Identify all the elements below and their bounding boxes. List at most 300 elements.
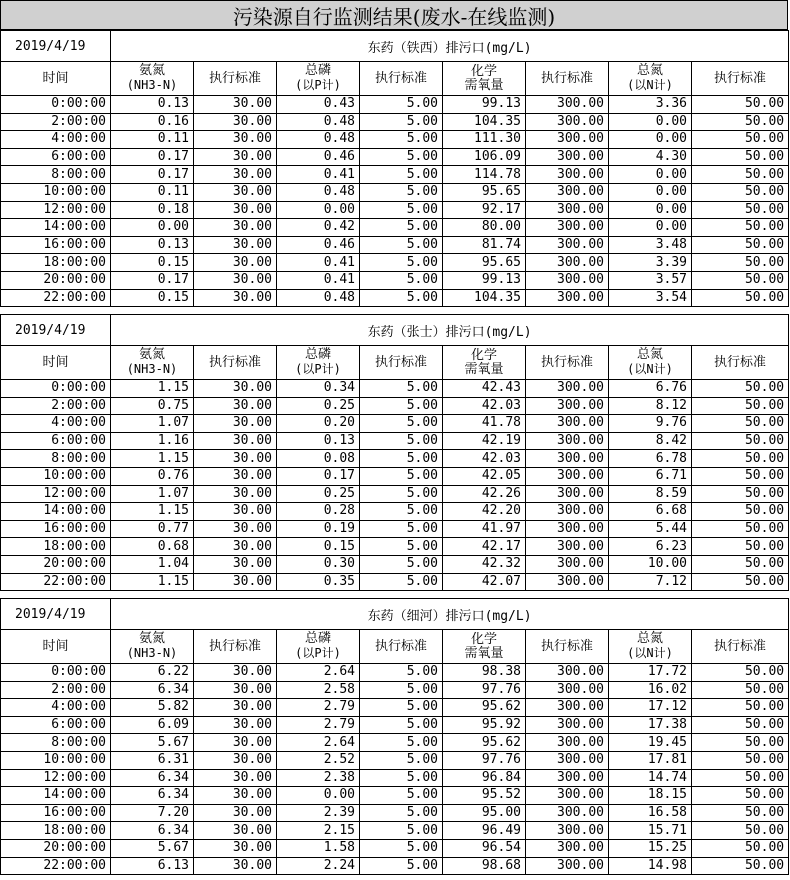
cod-standard: 300.00 — [526, 148, 609, 166]
nitrogen-standard: 50.00 — [692, 450, 789, 468]
phosphorus-standard: 5.00 — [360, 113, 443, 131]
nitrogen-value: 17.81 — [609, 751, 692, 769]
ammonia-value: 0.68 — [111, 538, 194, 556]
time-cell: 8:00:00 — [1, 166, 111, 184]
header-phosphorus — [277, 346, 360, 380]
nitrogen-standard: 50.00 — [692, 734, 789, 752]
ammonia-standard: 30.00 — [194, 183, 277, 201]
ammonia-value: 7.20 — [111, 804, 194, 822]
outlet-name: 东药（铁西）排污口 — [367, 40, 485, 56]
table-row — [1, 289, 789, 307]
header-standard — [692, 62, 789, 96]
cod-value: 104.35 — [443, 113, 526, 131]
data-table — [0, 598, 789, 875]
table-row — [1, 555, 789, 573]
header-label: 化学 — [470, 63, 497, 79]
time-cell: 10:00:00 — [1, 183, 111, 201]
ammonia-standard: 30.00 — [194, 822, 277, 840]
nitrogen-value: 17.38 — [609, 716, 692, 734]
outlet-title — [111, 31, 789, 62]
cod-standard: 300.00 — [526, 751, 609, 769]
phosphorus-value: 2.64 — [277, 664, 360, 682]
nitrogen-standard: 50.00 — [692, 113, 789, 131]
outlet-name: 东药（细河）排污口 — [367, 608, 485, 624]
cod-value: 98.68 — [443, 857, 526, 875]
ammonia-value: 5.82 — [111, 699, 194, 717]
nitrogen-value: 3.39 — [609, 254, 692, 272]
cod-value: 111.30 — [443, 131, 526, 149]
ammonia-value: 6.34 — [111, 681, 194, 699]
header-cod — [443, 630, 526, 664]
nitrogen-standard: 50.00 — [692, 148, 789, 166]
header-label: (以N计) — [627, 646, 673, 660]
ammonia-standard: 30.00 — [194, 201, 277, 219]
cod-standard: 300.00 — [526, 380, 609, 398]
phosphorus-value: 2.64 — [277, 734, 360, 752]
time-cell: 20:00:00 — [1, 271, 111, 289]
table-row — [1, 520, 789, 538]
nitrogen-standard: 50.00 — [692, 822, 789, 840]
nitrogen-value: 16.58 — [609, 804, 692, 822]
table-row — [1, 664, 789, 682]
nitrogen-standard: 50.00 — [692, 751, 789, 769]
cod-value: 95.92 — [443, 716, 526, 734]
nitrogen-standard: 50.00 — [692, 839, 789, 857]
time-cell: 14:00:00 — [1, 787, 111, 805]
ammonia-standard: 30.00 — [194, 538, 277, 556]
time-cell: 16:00:00 — [1, 520, 111, 538]
phosphorus-standard: 5.00 — [360, 415, 443, 433]
phosphorus-value: 0.41 — [277, 166, 360, 184]
cod-standard: 300.00 — [526, 857, 609, 875]
cod-value: 106.09 — [443, 148, 526, 166]
nitrogen-value: 9.76 — [609, 415, 692, 433]
nitrogen-value: 16.02 — [609, 681, 692, 699]
nitrogen-standard: 50.00 — [692, 573, 789, 591]
nitrogen-standard: 50.00 — [692, 485, 789, 503]
ammonia-standard: 30.00 — [194, 148, 277, 166]
cod-value: 97.76 — [443, 681, 526, 699]
phosphorus-standard: 5.00 — [360, 804, 443, 822]
outlet-block-xihe — [0, 598, 790, 875]
header-standard — [526, 630, 609, 664]
table-row — [1, 699, 789, 717]
header-label: 需氧量 — [464, 645, 504, 661]
nitrogen-standard: 50.00 — [692, 520, 789, 538]
header-label: 执行标准 — [714, 638, 767, 654]
phosphorus-value: 0.35 — [277, 573, 360, 591]
ammonia-value: 0.77 — [111, 520, 194, 538]
header-label: 氨氮 — [138, 631, 165, 646]
phosphorus-standard: 5.00 — [360, 751, 443, 769]
header-time — [1, 346, 111, 380]
table-row — [1, 804, 789, 822]
phosphorus-standard: 5.00 — [360, 485, 443, 503]
nitrogen-standard: 50.00 — [692, 397, 789, 415]
phosphorus-value: 0.15 — [277, 538, 360, 556]
nitrogen-standard: 50.00 — [692, 380, 789, 398]
time-cell: 16:00:00 — [1, 804, 111, 822]
cod-value: 99.13 — [443, 271, 526, 289]
nitrogen-value: 14.74 — [609, 769, 692, 787]
time-cell: 2:00:00 — [1, 397, 111, 415]
header-label: 总磷 — [304, 631, 331, 646]
cod-standard: 300.00 — [526, 681, 609, 699]
cod-value: 42.07 — [443, 573, 526, 591]
header-label: (NH3-N) — [126, 362, 178, 376]
phosphorus-value: 0.41 — [277, 254, 360, 272]
header-standard — [692, 630, 789, 664]
outlet-unit: (mg/L) — [484, 40, 532, 56]
ammonia-standard: 30.00 — [194, 503, 277, 521]
ammonia-value: 6.22 — [111, 664, 194, 682]
nitrogen-value: 4.30 — [609, 148, 692, 166]
nitrogen-standard: 50.00 — [692, 96, 789, 114]
cod-standard: 300.00 — [526, 271, 609, 289]
nitrogen-standard: 50.00 — [692, 432, 789, 450]
header-label: 总磷 — [304, 347, 331, 362]
nitrogen-value: 3.57 — [609, 271, 692, 289]
phosphorus-standard: 5.00 — [360, 96, 443, 114]
cod-value: 96.54 — [443, 839, 526, 857]
nitrogen-value: 3.54 — [609, 289, 692, 307]
cod-standard: 300.00 — [526, 289, 609, 307]
phosphorus-value: 0.48 — [277, 183, 360, 201]
header-time — [1, 62, 111, 96]
ammonia-standard: 30.00 — [194, 787, 277, 805]
table-row — [1, 432, 789, 450]
nitrogen-value: 15.71 — [609, 822, 692, 840]
table-row — [1, 822, 789, 840]
nitrogen-value: 0.00 — [609, 131, 692, 149]
table-row — [1, 681, 789, 699]
nitrogen-value: 6.78 — [609, 450, 692, 468]
cod-value: 42.19 — [443, 432, 526, 450]
cod-standard: 300.00 — [526, 555, 609, 573]
nitrogen-value: 3.48 — [609, 236, 692, 254]
time-cell: 18:00:00 — [1, 538, 111, 556]
header-label: 执行标准 — [540, 638, 593, 654]
table-row — [1, 716, 789, 734]
ammonia-value: 6.34 — [111, 769, 194, 787]
header-label: 化学 — [470, 631, 497, 647]
time-cell: 6:00:00 — [1, 716, 111, 734]
date-cell: 2019/4/19 — [1, 31, 111, 62]
phosphorus-value: 0.48 — [277, 289, 360, 307]
phosphorus-value: 0.30 — [277, 555, 360, 573]
nitrogen-value: 8.42 — [609, 432, 692, 450]
header-label: (以N计) — [627, 78, 673, 92]
nitrogen-value: 0.00 — [609, 113, 692, 131]
cod-standard: 300.00 — [526, 166, 609, 184]
nitrogen-value: 6.76 — [609, 380, 692, 398]
ammonia-value: 0.17 — [111, 166, 194, 184]
cod-value: 92.17 — [443, 201, 526, 219]
cod-value: 95.65 — [443, 254, 526, 272]
nitrogen-value: 17.12 — [609, 699, 692, 717]
phosphorus-standard: 5.00 — [360, 289, 443, 307]
ammonia-standard: 30.00 — [194, 769, 277, 787]
phosphorus-standard: 5.00 — [360, 397, 443, 415]
nitrogen-standard: 50.00 — [692, 183, 789, 201]
cod-standard: 300.00 — [526, 787, 609, 805]
header-label: 总磷 — [304, 63, 331, 78]
table-row — [1, 271, 789, 289]
table-row — [1, 113, 789, 131]
nitrogen-standard: 50.00 — [692, 503, 789, 521]
header-label: 总氮 — [636, 631, 663, 646]
phosphorus-value: 0.17 — [277, 467, 360, 485]
phosphorus-standard: 5.00 — [360, 716, 443, 734]
cod-standard: 300.00 — [526, 839, 609, 857]
cod-standard: 300.00 — [526, 467, 609, 485]
ammonia-standard: 30.00 — [194, 219, 277, 237]
ammonia-value: 0.15 — [111, 254, 194, 272]
nitrogen-value: 15.25 — [609, 839, 692, 857]
ammonia-value: 1.16 — [111, 432, 194, 450]
header-label: 时间 — [42, 70, 69, 86]
cod-value: 42.43 — [443, 380, 526, 398]
cod-value: 42.26 — [443, 485, 526, 503]
header-label: 执行标准 — [374, 354, 427, 370]
phosphorus-standard: 5.00 — [360, 699, 443, 717]
nitrogen-standard: 50.00 — [692, 289, 789, 307]
cod-standard: 300.00 — [526, 131, 609, 149]
header-standard — [692, 346, 789, 380]
nitrogen-standard: 50.00 — [692, 681, 789, 699]
time-cell: 0:00:00 — [1, 380, 111, 398]
header-ammonia — [111, 62, 194, 96]
time-cell: 22:00:00 — [1, 857, 111, 875]
table-row — [1, 467, 789, 485]
cod-value: 95.65 — [443, 183, 526, 201]
cod-standard: 300.00 — [526, 503, 609, 521]
phosphorus-standard: 5.00 — [360, 769, 443, 787]
time-cell: 2:00:00 — [1, 113, 111, 131]
ammonia-standard: 30.00 — [194, 289, 277, 307]
phosphorus-standard: 5.00 — [360, 432, 443, 450]
header-label: 氨氮 — [138, 347, 165, 362]
table-row — [1, 769, 789, 787]
ammonia-standard: 30.00 — [194, 166, 277, 184]
nitrogen-value: 6.23 — [609, 538, 692, 556]
cod-standard: 300.00 — [526, 254, 609, 272]
nitrogen-standard: 50.00 — [692, 166, 789, 184]
cod-standard: 300.00 — [526, 699, 609, 717]
cod-standard: 300.00 — [526, 450, 609, 468]
phosphorus-value: 0.48 — [277, 113, 360, 131]
cod-value: 42.03 — [443, 450, 526, 468]
phosphorus-standard: 5.00 — [360, 538, 443, 556]
cod-value: 81.74 — [443, 236, 526, 254]
phosphorus-value: 0.46 — [277, 148, 360, 166]
cod-value: 95.62 — [443, 699, 526, 717]
time-cell: 22:00:00 — [1, 289, 111, 307]
time-cell: 22:00:00 — [1, 573, 111, 591]
header-standard — [360, 62, 443, 96]
ammonia-standard: 30.00 — [194, 236, 277, 254]
header-nitrogen — [609, 346, 692, 380]
phosphorus-value: 0.25 — [277, 485, 360, 503]
header-label: 总氮 — [636, 347, 663, 362]
nitrogen-standard: 50.00 — [692, 857, 789, 875]
header-label: (以N计) — [627, 362, 673, 376]
table-row — [1, 503, 789, 521]
ammonia-value: 0.11 — [111, 183, 194, 201]
nitrogen-value: 0.00 — [609, 219, 692, 237]
time-cell: 8:00:00 — [1, 450, 111, 468]
nitrogen-standard: 50.00 — [692, 538, 789, 556]
phosphorus-value: 1.58 — [277, 839, 360, 857]
ammonia-value: 0.17 — [111, 271, 194, 289]
nitrogen-value: 3.36 — [609, 96, 692, 114]
time-cell: 2:00:00 — [1, 681, 111, 699]
header-label: 时间 — [42, 354, 69, 370]
header-phosphorus — [277, 630, 360, 664]
time-cell: 6:00:00 — [1, 148, 111, 166]
phosphorus-standard: 5.00 — [360, 839, 443, 857]
time-cell: 16:00:00 — [1, 236, 111, 254]
nitrogen-value: 18.15 — [609, 787, 692, 805]
cod-standard: 300.00 — [526, 415, 609, 433]
cod-value: 42.05 — [443, 467, 526, 485]
cod-value: 95.62 — [443, 734, 526, 752]
table-row — [1, 131, 789, 149]
time-cell: 4:00:00 — [1, 699, 111, 717]
nitrogen-standard: 50.00 — [692, 555, 789, 573]
header-label: 时间 — [42, 638, 69, 654]
phosphorus-value: 2.52 — [277, 751, 360, 769]
nitrogen-standard: 50.00 — [692, 467, 789, 485]
phosphorus-value: 0.41 — [277, 271, 360, 289]
header-label: 执行标准 — [714, 354, 767, 370]
ammonia-value: 1.15 — [111, 503, 194, 521]
nitrogen-value: 17.72 — [609, 664, 692, 682]
header-label: 执行标准 — [208, 638, 261, 654]
nitrogen-value: 10.00 — [609, 555, 692, 573]
cod-value: 104.35 — [443, 289, 526, 307]
cod-standard: 300.00 — [526, 664, 609, 682]
nitrogen-standard: 50.00 — [692, 236, 789, 254]
time-cell: 8:00:00 — [1, 734, 111, 752]
time-cell: 6:00:00 — [1, 432, 111, 450]
outlet-block-tiexi — [0, 30, 790, 307]
header-standard — [360, 630, 443, 664]
time-cell: 14:00:00 — [1, 503, 111, 521]
phosphorus-standard: 5.00 — [360, 254, 443, 272]
nitrogen-value: 0.00 — [609, 183, 692, 201]
phosphorus-standard: 5.00 — [360, 183, 443, 201]
ammonia-standard: 30.00 — [194, 716, 277, 734]
ammonia-standard: 30.00 — [194, 467, 277, 485]
table-row — [1, 839, 789, 857]
table-row — [1, 219, 789, 237]
ammonia-value: 0.18 — [111, 201, 194, 219]
header-label: 化学 — [470, 347, 497, 363]
cod-value: 42.20 — [443, 503, 526, 521]
nitrogen-value: 8.59 — [609, 485, 692, 503]
phosphorus-value: 2.39 — [277, 804, 360, 822]
phosphorus-value: 0.43 — [277, 96, 360, 114]
page-title: 污染源自行监测结果(废水-在线监测) — [0, 0, 788, 30]
cod-standard: 300.00 — [526, 804, 609, 822]
time-cell: 14:00:00 — [1, 219, 111, 237]
nitrogen-value: 7.12 — [609, 573, 692, 591]
time-cell: 4:00:00 — [1, 131, 111, 149]
nitrogen-standard: 50.00 — [692, 699, 789, 717]
cod-value: 41.78 — [443, 415, 526, 433]
phosphorus-value: 0.19 — [277, 520, 360, 538]
header-label: (以P计) — [295, 78, 341, 92]
header-time — [1, 630, 111, 664]
time-cell: 12:00:00 — [1, 201, 111, 219]
cod-value: 41.97 — [443, 520, 526, 538]
cod-standard: 300.00 — [526, 769, 609, 787]
header-label: (NH3-N) — [126, 78, 178, 92]
nitrogen-value: 8.12 — [609, 397, 692, 415]
table-row — [1, 254, 789, 272]
nitrogen-standard: 50.00 — [692, 716, 789, 734]
cod-standard: 300.00 — [526, 432, 609, 450]
cod-standard: 300.00 — [526, 397, 609, 415]
phosphorus-standard: 5.00 — [360, 681, 443, 699]
ammonia-standard: 30.00 — [194, 555, 277, 573]
ammonia-standard: 30.00 — [194, 485, 277, 503]
phosphorus-standard: 5.00 — [360, 131, 443, 149]
phosphorus-value: 0.46 — [277, 236, 360, 254]
time-cell: 4:00:00 — [1, 415, 111, 433]
ammonia-standard: 30.00 — [194, 839, 277, 857]
phosphorus-standard: 5.00 — [360, 166, 443, 184]
nitrogen-standard: 50.00 — [692, 415, 789, 433]
cod-value: 114.78 — [443, 166, 526, 184]
table-row — [1, 397, 789, 415]
cod-standard: 300.00 — [526, 822, 609, 840]
ammonia-standard: 30.00 — [194, 699, 277, 717]
table-row — [1, 380, 789, 398]
table-row — [1, 236, 789, 254]
cod-value: 99.13 — [443, 96, 526, 114]
ammonia-standard: 30.00 — [194, 857, 277, 875]
phosphorus-standard: 5.00 — [360, 520, 443, 538]
table-row — [1, 734, 789, 752]
ammonia-standard: 30.00 — [194, 664, 277, 682]
cod-value: 42.32 — [443, 555, 526, 573]
nitrogen-value: 0.00 — [609, 201, 692, 219]
header-label: 执行标准 — [540, 354, 593, 370]
ammonia-value: 6.13 — [111, 857, 194, 875]
ammonia-value: 0.15 — [111, 289, 194, 307]
cod-value: 96.84 — [443, 769, 526, 787]
cod-value: 97.76 — [443, 751, 526, 769]
phosphorus-standard: 5.00 — [360, 857, 443, 875]
outlet-block-zhangshi — [0, 314, 790, 591]
cod-value: 42.17 — [443, 538, 526, 556]
table-row — [1, 166, 789, 184]
time-cell: 18:00:00 — [1, 822, 111, 840]
header-standard — [526, 62, 609, 96]
header-label: 氨氮 — [138, 63, 165, 78]
ammonia-value: 0.76 — [111, 467, 194, 485]
header-nitrogen — [609, 62, 692, 96]
ammonia-standard: 30.00 — [194, 573, 277, 591]
time-cell: 0:00:00 — [1, 664, 111, 682]
ammonia-value: 0.13 — [111, 96, 194, 114]
ammonia-value: 6.31 — [111, 751, 194, 769]
cod-standard: 300.00 — [526, 96, 609, 114]
phosphorus-standard: 5.00 — [360, 822, 443, 840]
table-row — [1, 538, 789, 556]
